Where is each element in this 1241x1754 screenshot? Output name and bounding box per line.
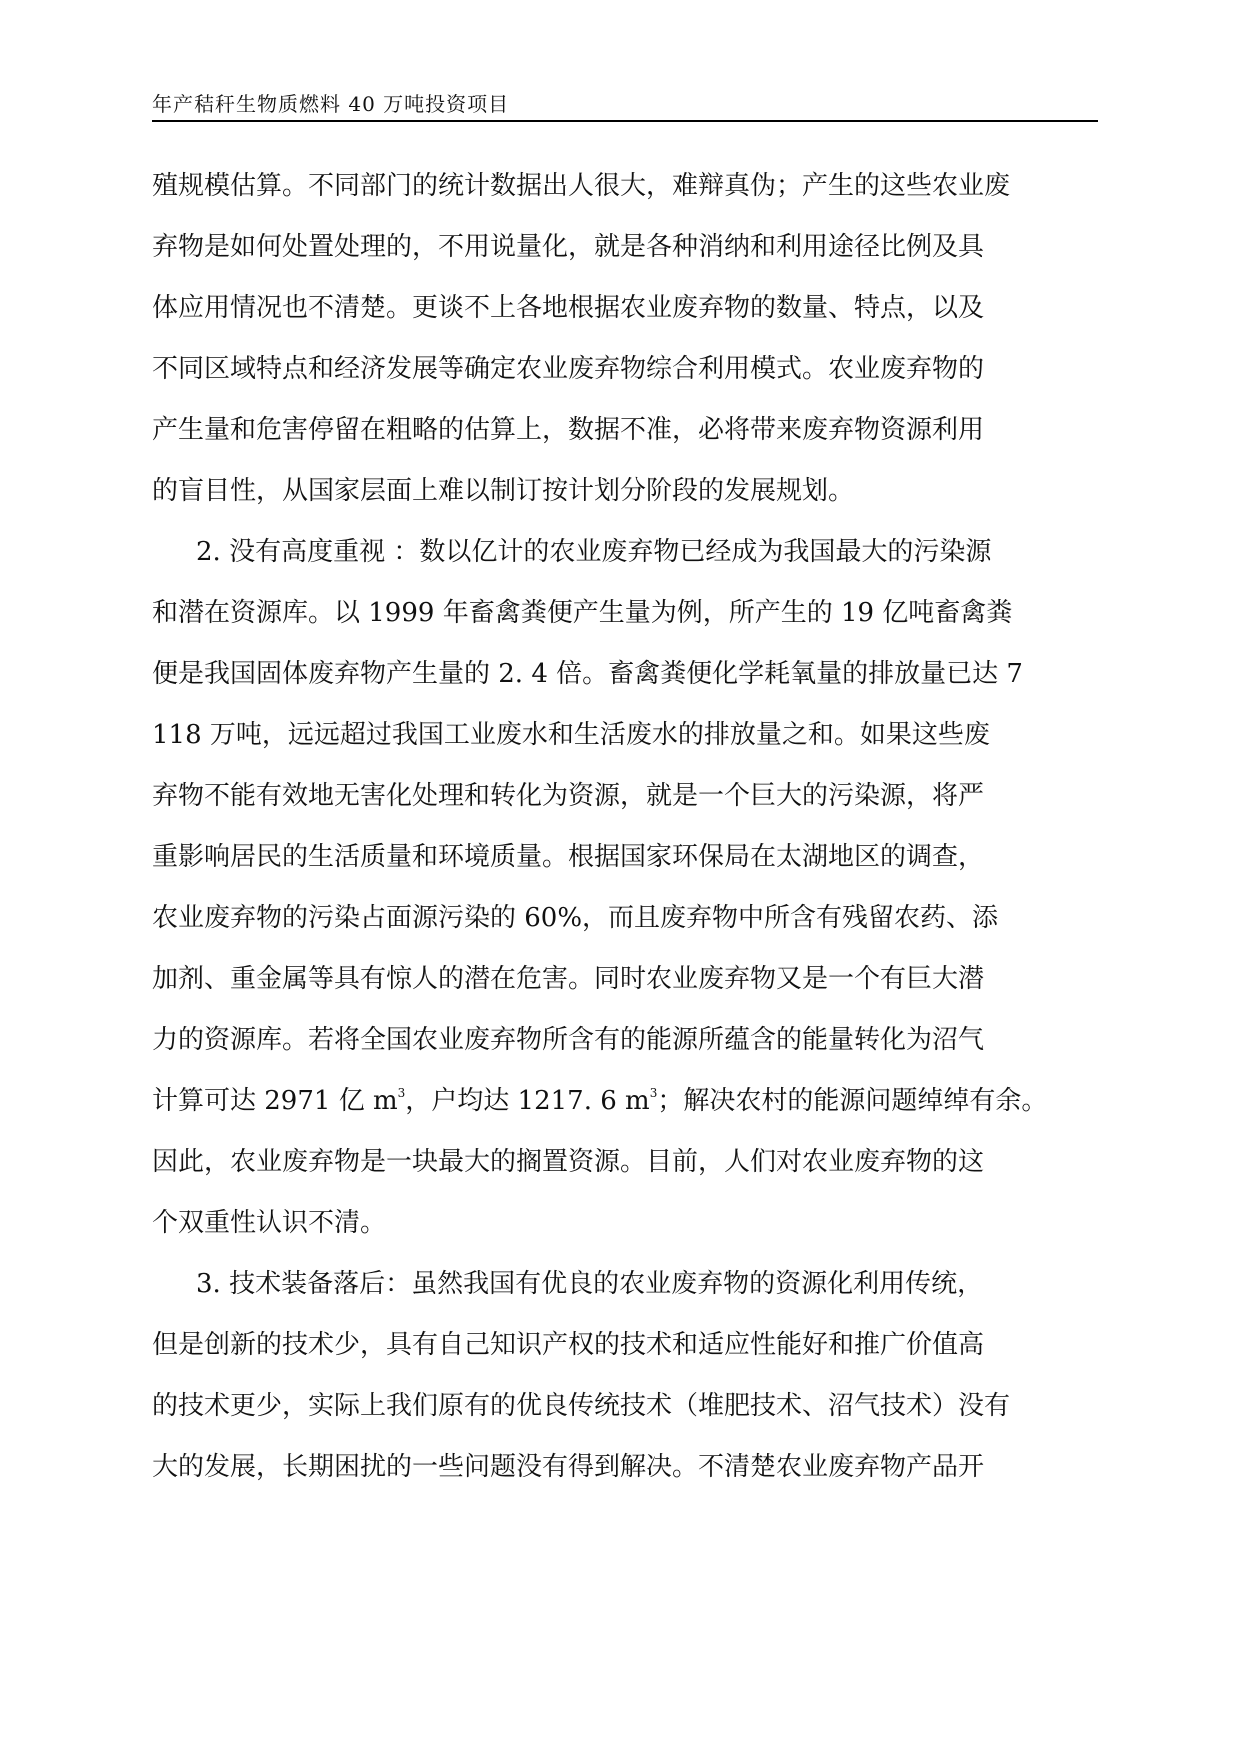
text-line: 重影响居民的生活质量和环境质量。根据国家环保局在太湖地区的调查，: [152, 842, 985, 872]
text-segment: 计算可达 2971 亿 m: [152, 1086, 398, 1116]
body-text: [152, 156, 1098, 1498]
page-header: [152, 84, 1098, 122]
text-line: 殖规模估算。不同部门的统计数据出人很大，难辩真伪；产生的这些农业废: [152, 171, 1011, 201]
text-segment: ；解决农村的能源问题绰绰有余。: [657, 1086, 1048, 1116]
text-line: 弃物不能有效地无害化处理和转化为资源，就是一个巨大的污染源，将严: [152, 781, 985, 811]
text-line: 的盲目性，从国家层面上难以制订按计划分阶段的发展规划。: [152, 476, 855, 506]
text-line: 农业废弃物的污染占面源污染的 60%，而且废弃物中所含有残留农药、添: [152, 903, 999, 933]
text-segment: ，户均达 1217. 6 m: [405, 1086, 650, 1116]
text-line: 不同区域特点和经济发展等确定农业废弃物综合利用模式。农业废弃物的: [152, 354, 985, 384]
text-line: 个双重性认识不清。: [152, 1208, 387, 1238]
text-line: 产生量和危害停留在粗略的估算上，数据不准，必将带来废弃物资源利用: [152, 415, 985, 445]
text-line: 但是创新的技术少，具有自己知识产权的技术和适应性能好和推广价值高: [152, 1330, 985, 1360]
text-line: 便是我国固体废弃物产生量的 2. 4 倍。畜禽粪便化学耗氧量的排放量已达 7: [152, 659, 1023, 689]
superscript: 3: [397, 1086, 406, 1100]
paragraph-3-start: 3. 技术装备落后：虽然我国有优良的农业废弃物的资源化利用传统，: [196, 1269, 984, 1299]
text-line-with-superscripts: [152, 1071, 1098, 1132]
text-line: 力的资源库。若将全国农业废弃物所含有的能源所蕴含的能量转化为沼气: [152, 1025, 985, 1055]
document-title: 年产秸秆生物质燃料 40 万吨投资项目: [152, 92, 510, 116]
text-line: 体应用情况也不清楚。更谈不上各地根据农业废弃物的数量、特点，以及: [152, 293, 985, 323]
text-line: 118 万吨，远远超过我国工业废水和生活废水的排放量之和。如果这些废: [152, 720, 990, 750]
text-line: 的技术更少，实际上我们原有的优良传统技术（堆肥技术、沼气技术）没有: [152, 1391, 1011, 1421]
superscript: 3: [649, 1086, 658, 1100]
paragraph-2-start: 2. 没有高度重视 ：数以亿计的农业废弃物已经成为我国最大的污染源: [196, 537, 992, 567]
text-line: 因此，农业废弃物是一块最大的搁置资源。目前，人们对农业废弃物的这: [152, 1147, 985, 1177]
text-line: 加剂、重金属等具有惊人的潜在危害。同时农业废弃物又是一个有巨大潜: [152, 964, 985, 994]
text-line: 弃物是如何处置处理的，不用说量化，就是各种消纳和利用途径比例及具: [152, 232, 985, 262]
text-line: 大的发展，长期困扰的一些问题没有得到解决。不清楚农业废弃物产品开: [152, 1452, 985, 1482]
text-line: 和潜在资源库。以 1999 年畜禽粪便产生量为例，所产生的 19 亿吨畜禽粪: [152, 598, 1013, 628]
